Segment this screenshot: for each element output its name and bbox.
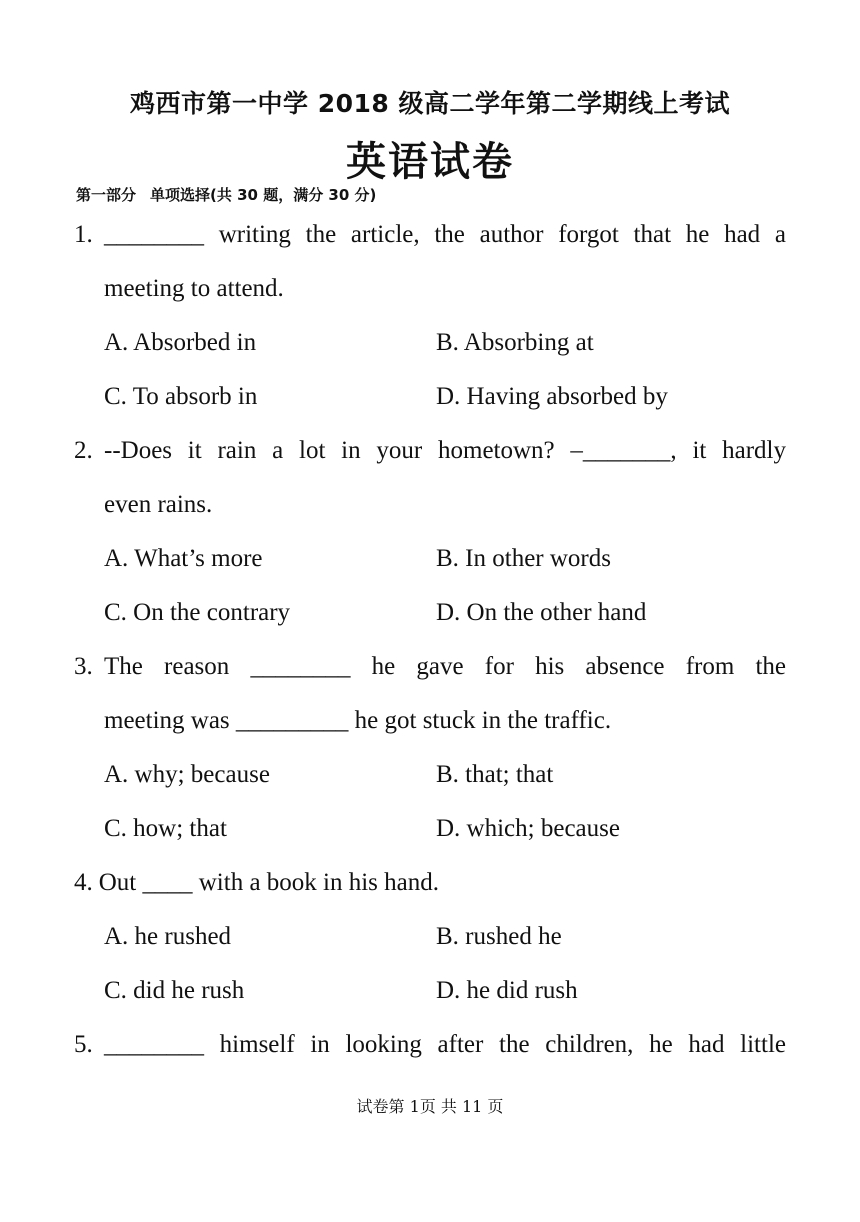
school-title: 鸡西市第一中学 2018 级高二学年第二学期线上考试 [130,89,730,118]
option-c: C. To absorb in [104,383,258,410]
option-b: B. In other words [436,545,611,572]
question-2 [74,424,786,640]
option-b: B. that; that [436,761,554,788]
question-stem-line [74,694,786,748]
option-row [74,964,786,1018]
option-d: D. he did rush [436,977,578,1004]
option-a: A. What’s more [104,545,263,572]
question-text: --Does it rain a lot in your hometown? –_______, it hardly [104,437,786,464]
option-b: B. Absorbing at [436,329,594,356]
question-text: The reason ________ he gave for his absence from the [104,653,786,680]
option-d: D. Having absorbed by [436,383,668,410]
question-1 [74,208,786,424]
option-row [74,586,786,640]
question-5 [74,1018,786,1072]
question-text: meeting was _________ he got stuck in the traffic. [104,707,612,734]
section-header [76,184,376,205]
question-3 [74,640,786,856]
option-c: C. how; that [104,815,227,842]
question-4 [74,856,786,1018]
section-part: 第一部分 [76,186,137,204]
exam-title: 英语试卷 [346,139,514,185]
question-number: 3. [74,653,93,680]
option-row [74,910,786,964]
option-d: D. On the other hand [436,599,647,626]
option-row [74,748,786,802]
option-a: A. why; because [104,761,270,788]
question-stem-line [74,208,786,262]
question-stem-line [74,424,786,478]
option-row [74,802,786,856]
option-row [74,370,786,424]
question-number: 4. [74,869,93,896]
page-footer: 试卷第 1页 共 11 页 [356,1097,504,1116]
question-number: 1. [74,221,93,248]
question-stem-line [74,1018,786,1072]
option-a: A. Absorbed in [104,329,257,356]
question-text: Out ____ with a book in his hand. [98,869,440,896]
question-stem-line [74,262,786,316]
question-stem-line [74,640,786,694]
question-text: ________ himself in looking after the children, he had little [104,1031,786,1058]
option-d: D. which; because [436,815,620,842]
question-text: even rains. [104,491,213,518]
section-description: 单项选择(共 30 题，满分 30 分) [150,186,377,204]
option-row [74,532,786,586]
question-number: 2. [74,437,93,464]
question-number: 5. [74,1031,93,1058]
question-list [74,208,786,1072]
question-stem-line [74,856,786,910]
option-b: B. rushed he [436,923,562,950]
option-c: C. did he rush [104,977,245,1004]
option-a: A. he rushed [104,923,232,950]
question-text: meeting to attend. [104,275,284,302]
option-row [74,316,786,370]
question-stem-line [74,478,786,532]
option-c: C. On the contrary [104,599,291,626]
question-text: ________ writing the article, the author forgot that he had a [104,221,786,248]
